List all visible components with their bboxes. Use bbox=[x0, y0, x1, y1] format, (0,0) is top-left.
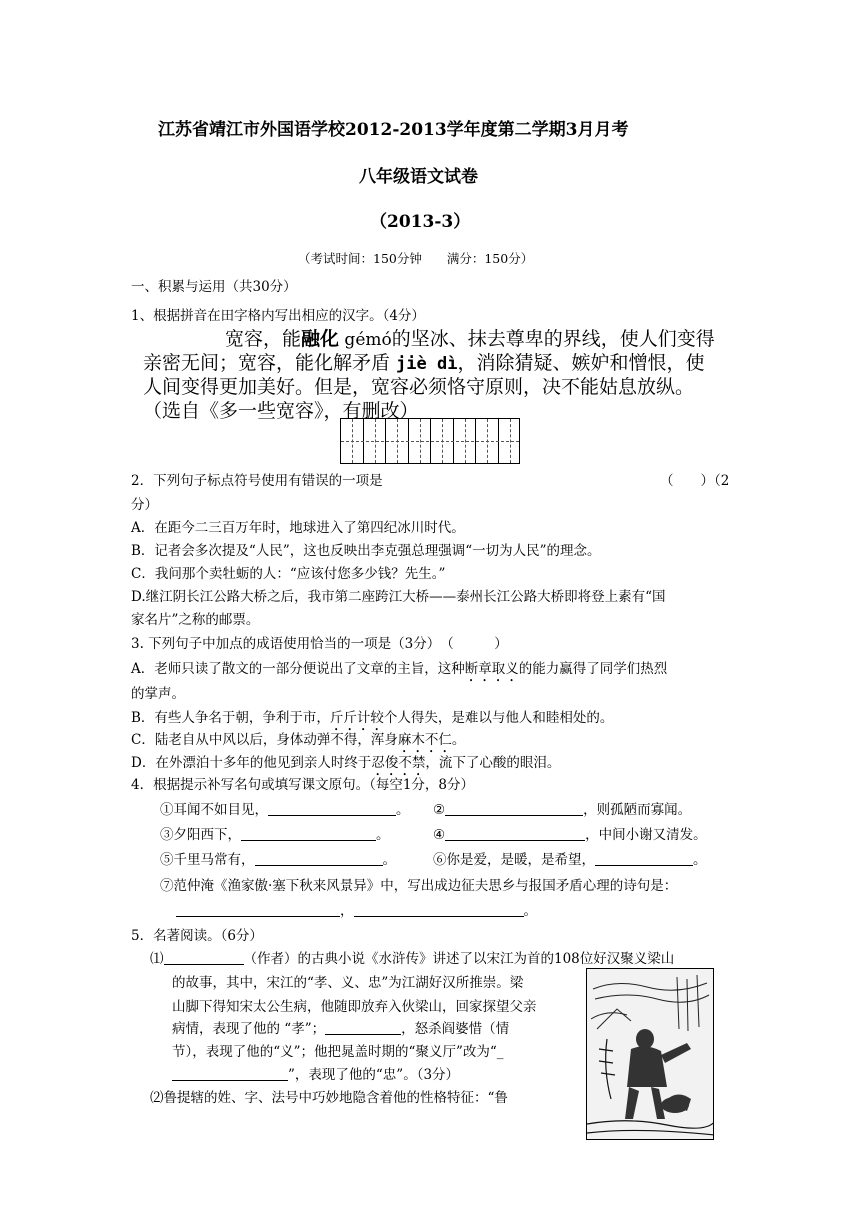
q1-passage-line1 bbox=[225, 324, 715, 351]
q2-option-d-cont: 家名片”之称的邮票。 bbox=[131, 612, 260, 628]
q3-stem: 3. 下列句子中加点的成语使用恰当的一项是（3分） （ ） bbox=[131, 636, 508, 652]
q3-option-a-cont: 的掌声。 bbox=[131, 686, 185, 702]
fill-blank[interactable] bbox=[325, 1020, 401, 1035]
q5-sub1-line6: ”，表现了他的“忠”。（3分） bbox=[172, 1063, 459, 1083]
q4-item-1: ①耳闻不如目见， 。 bbox=[160, 802, 410, 818]
q5-sub2-line1: ⑵鲁提辖的姓、字、法号中巧妙地隐含着他的性格特征：“鲁 bbox=[150, 1090, 508, 1106]
dotted-idiom: 断章取义 bbox=[464, 661, 519, 677]
woodcut-illustration bbox=[587, 969, 714, 1140]
q4-item-3: ③夕阳西下， 。 bbox=[160, 827, 390, 843]
fill-blank[interactable] bbox=[445, 826, 585, 841]
fill-blank[interactable] bbox=[255, 851, 383, 866]
q2-answer-paren[interactable]: （ ）（2 bbox=[660, 473, 730, 489]
q1-pinyin-1: gémó bbox=[339, 330, 392, 350]
q3-option-d: D．在外漂泊十多年的他见到亲人时终于忍俊不禁，流下了心酸的眼泪。 bbox=[131, 755, 561, 771]
fill-blank[interactable] bbox=[268, 801, 396, 816]
q5-stem: 5．名著阅读。（6分） bbox=[131, 928, 263, 944]
q4-item-5: ⑤千里马常有， 。 bbox=[160, 852, 396, 868]
q4-stem: 4．根据提示补写名句或填写课文原句。（每空1分，8分） bbox=[131, 777, 475, 793]
q5-sub1-line5: 节），表现了他的“义”；他把晁盖时期的“聚义厅”改为“_ bbox=[172, 1044, 504, 1060]
q4-item-7-blanks: ， 。 bbox=[176, 899, 537, 919]
fill-blank[interactable] bbox=[164, 950, 244, 965]
q1-text: 宽容，能 bbox=[225, 328, 302, 350]
q2-option-a: A．在距今二三百万年时，地球进入了第四纪冰川时代。 bbox=[131, 520, 465, 536]
fill-blank[interactable] bbox=[354, 902, 524, 917]
q1-bold-word: 融化 bbox=[301, 328, 340, 350]
q1-pinyin-2: jiè dì bbox=[396, 354, 458, 374]
q5-sub1-line3: 山脚下得知宋太公生病，他随即放弃入伙梁山，回家探望父亲 bbox=[172, 999, 537, 1015]
q2-option-c: C．我问那个卖牡蛎的人：“应该付您多少钱？先生。” bbox=[131, 566, 446, 582]
q1-stem: 1、根据拼音在田字格内写出相应的汉字。（4分） bbox=[131, 308, 425, 324]
q1-text: 亲密无间；宽容，能化解矛盾 bbox=[143, 352, 397, 374]
q1-text: 的坚冰、抹去尊卑的界线，使人们变得 bbox=[391, 328, 715, 350]
dotted-idiom: 斤斤计较 bbox=[329, 710, 384, 726]
q5-sub1-line2: 的故事，其中，宋江的“孝、义、忠”为江湖好汉所推崇。梁 bbox=[172, 975, 524, 991]
exam-title: 江苏省靖江市外国语学校2012-2013学年度第二学期3月月考 bbox=[158, 120, 629, 140]
q5-sub1-line1: ⑴ （作者）的古典小说《水浒传》讲述了以宋江为首的108位好汉聚义梁山 bbox=[150, 951, 675, 967]
q4-item-4: ④ ，中间小谢又清发。 bbox=[433, 827, 707, 843]
q2-option-b: B．记者会多次提及“人民”，这也反映出李克强总理强调“一切为人民”的理念。 bbox=[131, 543, 601, 559]
q1-passage-source: （选自《多一些宽容》，有删改） bbox=[143, 400, 419, 422]
q2-stem: 2．下列句子标点符号使用有错误的一项是 bbox=[131, 473, 383, 489]
section-heading: 一、积累与运用（共30分） bbox=[131, 279, 297, 295]
q4-item-2: ② ，则孤陋而寡闻。 bbox=[433, 802, 692, 818]
exam-subtitle: 八年级语文试卷 bbox=[359, 167, 478, 187]
q3-option-a: A．老师只读了散文的一部分便说出了文章的主旨，这种断章取义的能力赢得了同学们热烈 bbox=[131, 661, 668, 677]
fill-blank[interactable] bbox=[595, 851, 693, 866]
q3-option-c: C．陆老自从中风以后，身体动弹不得，浑身麻木不仁。 bbox=[131, 732, 466, 748]
dotted-idiom: 麻木不仁 bbox=[397, 732, 452, 748]
fill-blank[interactable] bbox=[172, 1066, 288, 1081]
q1-passage-line3: 人间变得更加美好。但是，宽容必须恪守原则，决不能姑息放纵。 bbox=[143, 376, 695, 398]
exam-date: （2013-3） bbox=[370, 212, 471, 232]
illustration-image bbox=[586, 968, 714, 1140]
exam-info: （考试时间：150分钟 满分：150分） bbox=[298, 251, 534, 266]
q1-passage-line2 bbox=[143, 348, 704, 375]
fill-blank[interactable] bbox=[445, 801, 583, 816]
q1-text: ，消除猜疑、嫉妒和憎恨，使 bbox=[457, 352, 705, 374]
q4-item-6: ⑥你是爱，是暖，是希望， 。 bbox=[433, 852, 707, 868]
q2-stem-cont: 分） bbox=[131, 497, 158, 513]
q4-item-7: ⑦范仲淹《渔家傲·塞下秋来风景异》中，写出成边征夫思乡与报国矛盾心理的诗句是： bbox=[160, 878, 678, 894]
dotted-idiom: 忍俊不禁 bbox=[371, 755, 426, 771]
fill-blank[interactable] bbox=[176, 902, 340, 917]
q5-sub1-line4: 病情，表现了他的 “孝”； ，怒杀阎婆惜（情 bbox=[172, 1021, 510, 1037]
q2-option-d: D.继江阴长江公路大桥之后，我市第二座跨江大桥——泰州长江公路大桥即将登上素有“国 bbox=[131, 589, 666, 605]
tianzi-grid[interactable] bbox=[340, 418, 520, 464]
fill-blank[interactable] bbox=[241, 826, 376, 841]
q3-option-b: B．有些人争名于朝，争利于市，斤斤计较个人得失，是难以与他人和睦相处的。 bbox=[131, 710, 614, 726]
